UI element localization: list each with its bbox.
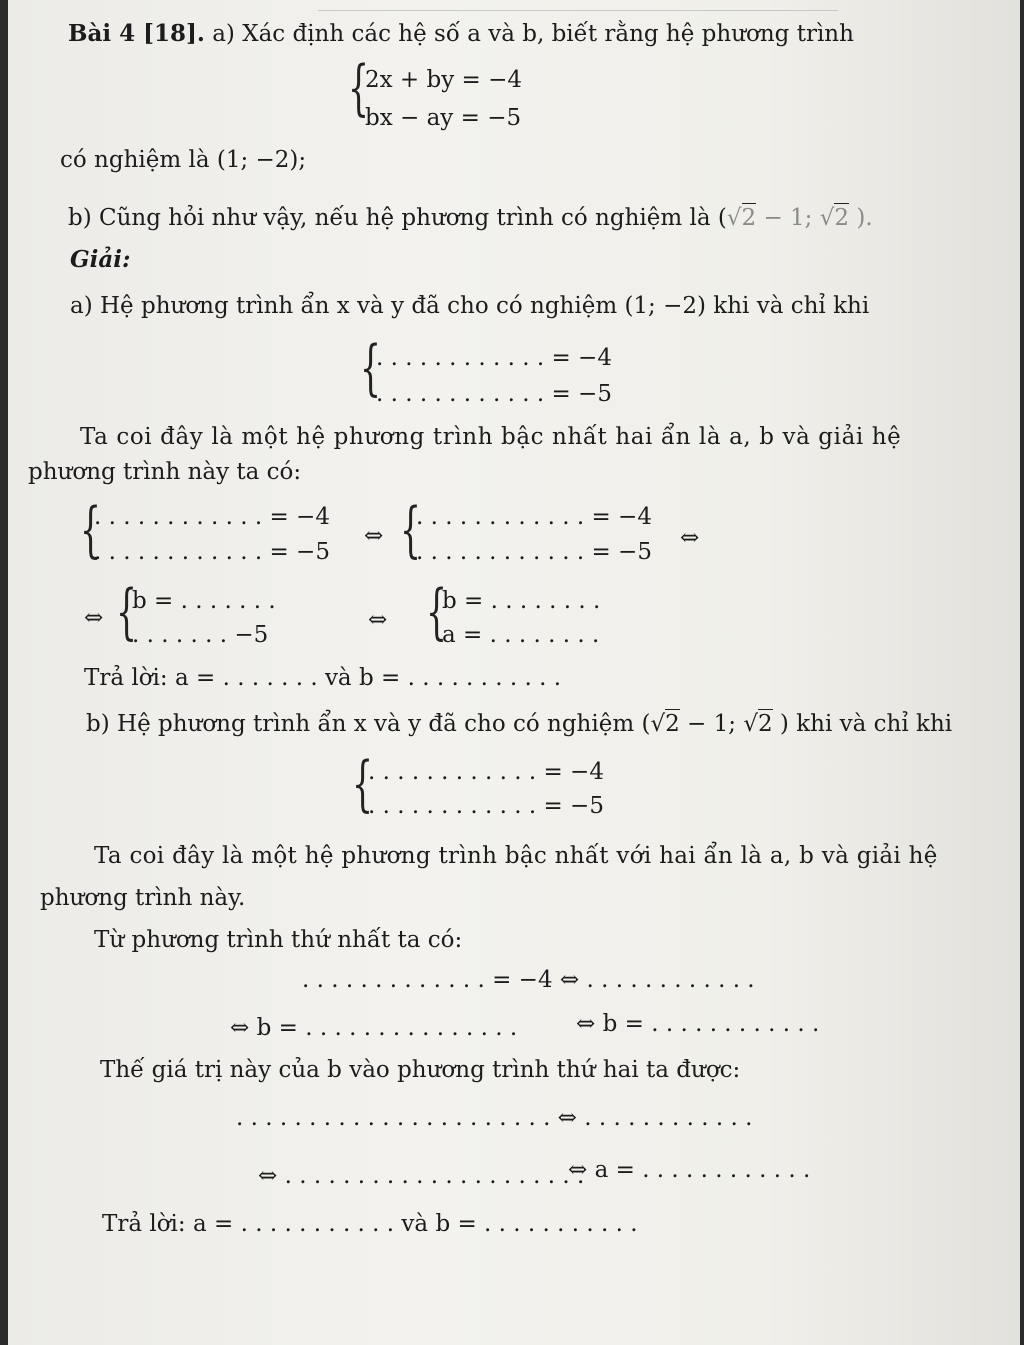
part-a-system3-eq2: . . . . . . . . . . . . = −5 (416, 539, 652, 565)
part-b-system1-eq1: . . . . . . . . . . . . = −4 (368, 759, 604, 785)
part-a-system3-brace: { (400, 495, 422, 565)
sqrt-radicand-2: 2 (834, 205, 850, 231)
part-b-intro-mid: − 1; (679, 711, 744, 737)
part-a-system3-eq1: . . . . . . . . . . . . = −4 (416, 504, 652, 530)
part-a-system5-brace: { (426, 577, 448, 647)
part-b-system1-brace: { (352, 749, 374, 819)
part-b-intro-end: ) khi và chỉ khi (772, 711, 953, 737)
given-eq1: 2x + by = −4 (365, 67, 523, 93)
part-b-line2a: ⇔ b = . . . . . . . . . . . . . . . (230, 1015, 518, 1041)
part-b-sqrt-radicand-2: 2 (757, 711, 773, 737)
problem-label: Bài 4 [18]. (68, 20, 205, 47)
top-rule (318, 10, 838, 11)
sqrt-radicand-1: 2 (741, 205, 757, 231)
part-a-intro-line: a) Hệ phương trình ẩn x và y đã cho có nghiệm (1; −2) khi và chỉ khi (70, 293, 870, 319)
problem-statement (68, 20, 854, 48)
part-b-line3: . . . . . . . . . . . . . . . . . . . . . . ⇔ . . . . . . . . . . . . (236, 1105, 753, 1131)
part-b-question-end: ). (849, 205, 873, 231)
part-b-line4b: ⇔ a = . . . . . . . . . . . . (568, 1157, 811, 1183)
part-b-system1-eq2: . . . . . . . . . . . . = −5 (368, 793, 604, 819)
given-solution-text: có nghiệm là (1; −2); (60, 147, 307, 173)
part-a-system5-eq1: b = . . . . . . . . (442, 588, 601, 614)
part-a-consider-line1: Ta coi đây là một hệ phương trình bậc nhất hai ẩn là a, b và giải hệ (80, 424, 902, 450)
part-b-intro-line: b) Hệ phương trình ẩn x và y đã cho có nghiệm (√2 − 1; √2 ) khi và chỉ khi (86, 711, 953, 737)
part-b-question-text: b) Cũng hỏi như vậy, nếu hệ phương trình có nghiệm là ( (68, 205, 727, 231)
equivalence-symbol-1: ⇔ (364, 523, 384, 549)
part-b-sqrt-radicand-1: 2 (665, 711, 680, 737)
part-a-system2-eq1: . . . . . . . . . . . . = −4 (94, 504, 330, 530)
given-system-brace: { (348, 53, 370, 123)
part-a-system2-brace: { (80, 495, 102, 565)
part-a-system5-eq2: a = . . . . . . . . (442, 622, 600, 648)
part-a-consider-line2: phương trình này ta có: (28, 459, 302, 485)
part-b-answer: Trả lời: a = . . . . . . . . . . . và b = . . . . . . . . . . . (102, 1211, 638, 1237)
part-a-system1-brace: { (360, 333, 382, 403)
part-a-system4-eq2: . . . . . . . −5 (132, 622, 269, 648)
part-b-line1: . . . . . . . . . . . . . = −4 ⇔ . . . . . . . . . . . . (302, 967, 755, 993)
given-eq2: bx − ay = −5 (365, 105, 522, 131)
part-b-intro-start: b) Hệ phương trình ẩn x và y đã cho có nghiệm ( (86, 711, 651, 737)
part-b-consider-line2: phương trình này. (40, 885, 246, 911)
equivalence-symbol-3: ⇔ (84, 605, 104, 631)
part-b-consider-line1: Ta coi đây là một hệ phương trình bậc nhất với hai ẩn là a, b và giải hệ (94, 843, 938, 869)
part-a-system1-eq2: . . . . . . . . . . . . = −5 (376, 381, 612, 407)
textbook-page (8, 0, 1020, 1345)
solution-heading: Giải: (70, 246, 131, 273)
part-b-question: b) Cũng hỏi như vậy, nếu hệ phương trình có nghiệm là (√2 − 1; √2 ). (68, 205, 873, 231)
part-b-question-mid: − 1; (756, 205, 820, 231)
part-a-system4-eq1: b = . . . . . . . (132, 588, 276, 614)
part-a-answer: Trả lời: a = . . . . . . . và b = . . . . . . . . . . . (84, 665, 562, 691)
part-b-substitute: Thế giá trị này của b vào phương trình thứ hai ta được: (100, 1057, 741, 1083)
part-a-system2-eq2: . . . . . . . . . . . . = −5 (94, 539, 330, 565)
part-b-from-first: Từ phương trình thứ nhất ta có: (94, 927, 463, 953)
equivalence-symbol-4: ⇔ (368, 607, 388, 633)
part-a-system1-eq1: . . . . . . . . . . . . = −4 (376, 345, 612, 371)
part-b-line4a: ⇔ . . . . . . . . . . . . . . . . . . . . . (258, 1163, 585, 1189)
part-a-intro: a) Xác định các hệ số a và b, biết rằng hệ phương trình (212, 21, 854, 47)
part-b-line2b: ⇔ b = . . . . . . . . . . . . (576, 1011, 820, 1037)
part-a-system4-brace: { (116, 577, 138, 647)
equivalence-symbol-2: ⇔ (680, 525, 700, 551)
